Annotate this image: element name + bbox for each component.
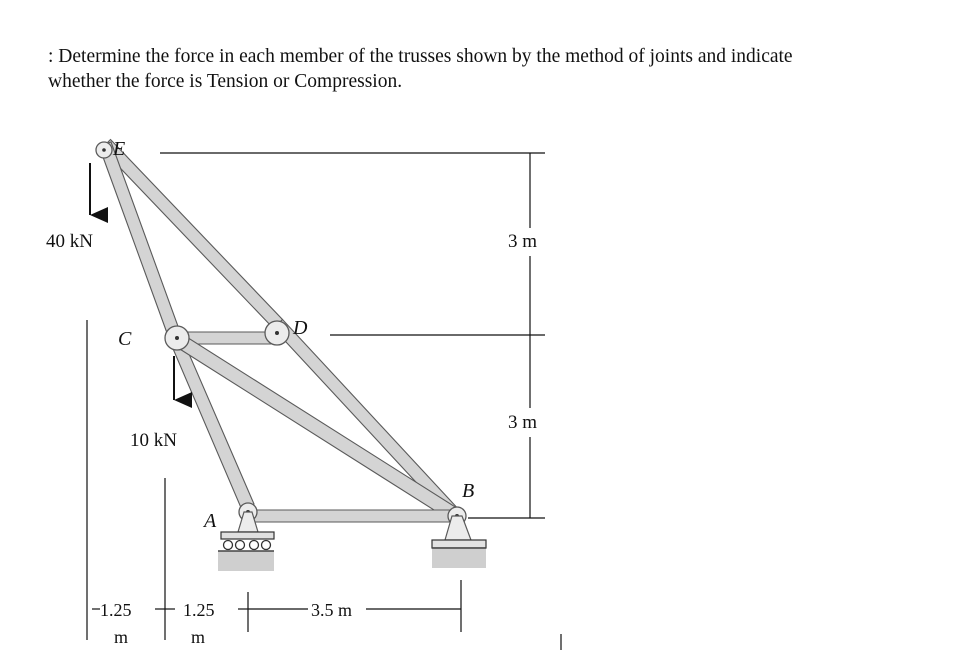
pin-support-b bbox=[432, 516, 486, 568]
joint-label-d: D bbox=[293, 317, 308, 339]
dim-label-span1: 1.25 bbox=[100, 600, 132, 620]
problem-line-1: : Determine the force in each member of the trusses shown by the method of joints and indicate bbox=[48, 46, 793, 67]
dim-label-span2: 1.25 bbox=[183, 600, 215, 620]
dim-label-span1-unit: m bbox=[114, 627, 129, 647]
member-ab bbox=[248, 510, 457, 522]
problem-line-2: whether the force is Tension or Compression. bbox=[48, 71, 403, 92]
joint-label-b: B bbox=[462, 480, 475, 502]
member-ed bbox=[102, 140, 283, 329]
load-label-c: 10 kN bbox=[130, 430, 177, 451]
dim-label-span2-unit: m bbox=[191, 627, 206, 647]
joint-label-c: C bbox=[118, 328, 132, 350]
load-label-e: 40 kN bbox=[46, 231, 93, 252]
dim-label-lower-height: 3 m bbox=[508, 412, 538, 433]
joint-label-a: A bbox=[204, 510, 217, 532]
dim-label-upper-height: 3 m bbox=[508, 231, 538, 252]
joint-label-e: E bbox=[113, 138, 126, 160]
dim-label-span3: 3.5 m bbox=[311, 600, 353, 620]
